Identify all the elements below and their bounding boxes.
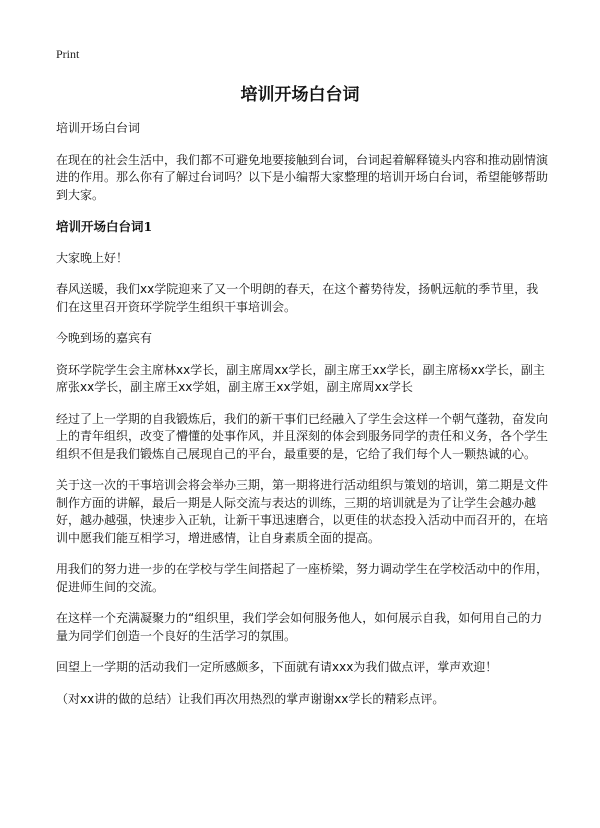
body-paragraph: 春风送暖，我们xx学院迎来了又一个明朗的春天，在这个蓄势待发，扬帆远航的季节里，我们在这里召开资环学院学生组织干事培训会。: [56, 282, 539, 314]
body-paragraph: （对xx讲的做的总结）让我们再次用热烈的掌声谢谢xx学长的精彩点评。: [56, 691, 445, 706]
body-paragraph: 用我们的努力进一步的在学校与学生间搭起了一座桥梁，努力调动学生在学校活动中的作用，促进师生间的交流。: [56, 562, 549, 594]
body-paragraph: 资环学院学生会主席林xx学长，副主席周xx学长，副主席王xx学长，副主席杨xx学长，副主席张xx学长，副主席王xx学姐，副主席王xx学姐，副主席周xx学长: [56, 362, 545, 394]
body-paragraph: 今晚到场的嘉宾有: [56, 331, 153, 345]
intro-paragraph: 在现在的社会生活中，我们都不可避免地要接触到台词，台词起着解释镜头内容和推动剧情演进的作用。那么你有了解过台词吗？以下是小编帮大家整理的培训开场白台词，希望能够帮助到大家。: [56, 152, 549, 202]
document-body: [56, 120, 550, 722]
page-title: 培训开场白台词: [240, 85, 360, 105]
body-paragraph: 在这样一个充满凝聚力的“组织里，我们学会如何服务他人，如何展示自我，如何用自己的力量为同学们创造一个良好的生活学习的氛围。: [56, 611, 543, 643]
body-paragraph: 回望上一学期的活动我们一定所感颇多，下面就有请xxx为我们做点评，掌声欢迎！: [56, 660, 498, 674]
body-paragraph: 关于这一次的干事培训会将会举办三期，第一期将进行活动组织与策划的培训，第二期是文件制作方面的讲解，最后一期是人际交流与表达的训练，三期的培训就是为了让学生会越办越好，越办越强，快速步入正轨，让新干事迅速磨合，以更佳的状态投入活动中而召开的，在培训中愿我们能互相学习，增进感情，让自身素质全面的提高。: [56, 478, 549, 545]
intro-heading: 培训开场白台词: [56, 121, 141, 135]
print-label: Print: [56, 47, 80, 61]
section-heading: 培训开场白台词1: [56, 219, 153, 234]
body-paragraph: 经过了上一学期的自我锻炼后，我们的新干事们已经融入了学生会这样一个朝气蓬勃，奋发向上的青年组织，改变了懵懂的处事作风，并且深刻的体会到服务同学的责任和义务，各个学生组织不但是我们锻炼自己展现自己的平台，最重要的是，它给了我们每个人一颗热诚的心。: [56, 411, 549, 461]
greeting-paragraph: 大家晚上好！: [56, 250, 129, 265]
